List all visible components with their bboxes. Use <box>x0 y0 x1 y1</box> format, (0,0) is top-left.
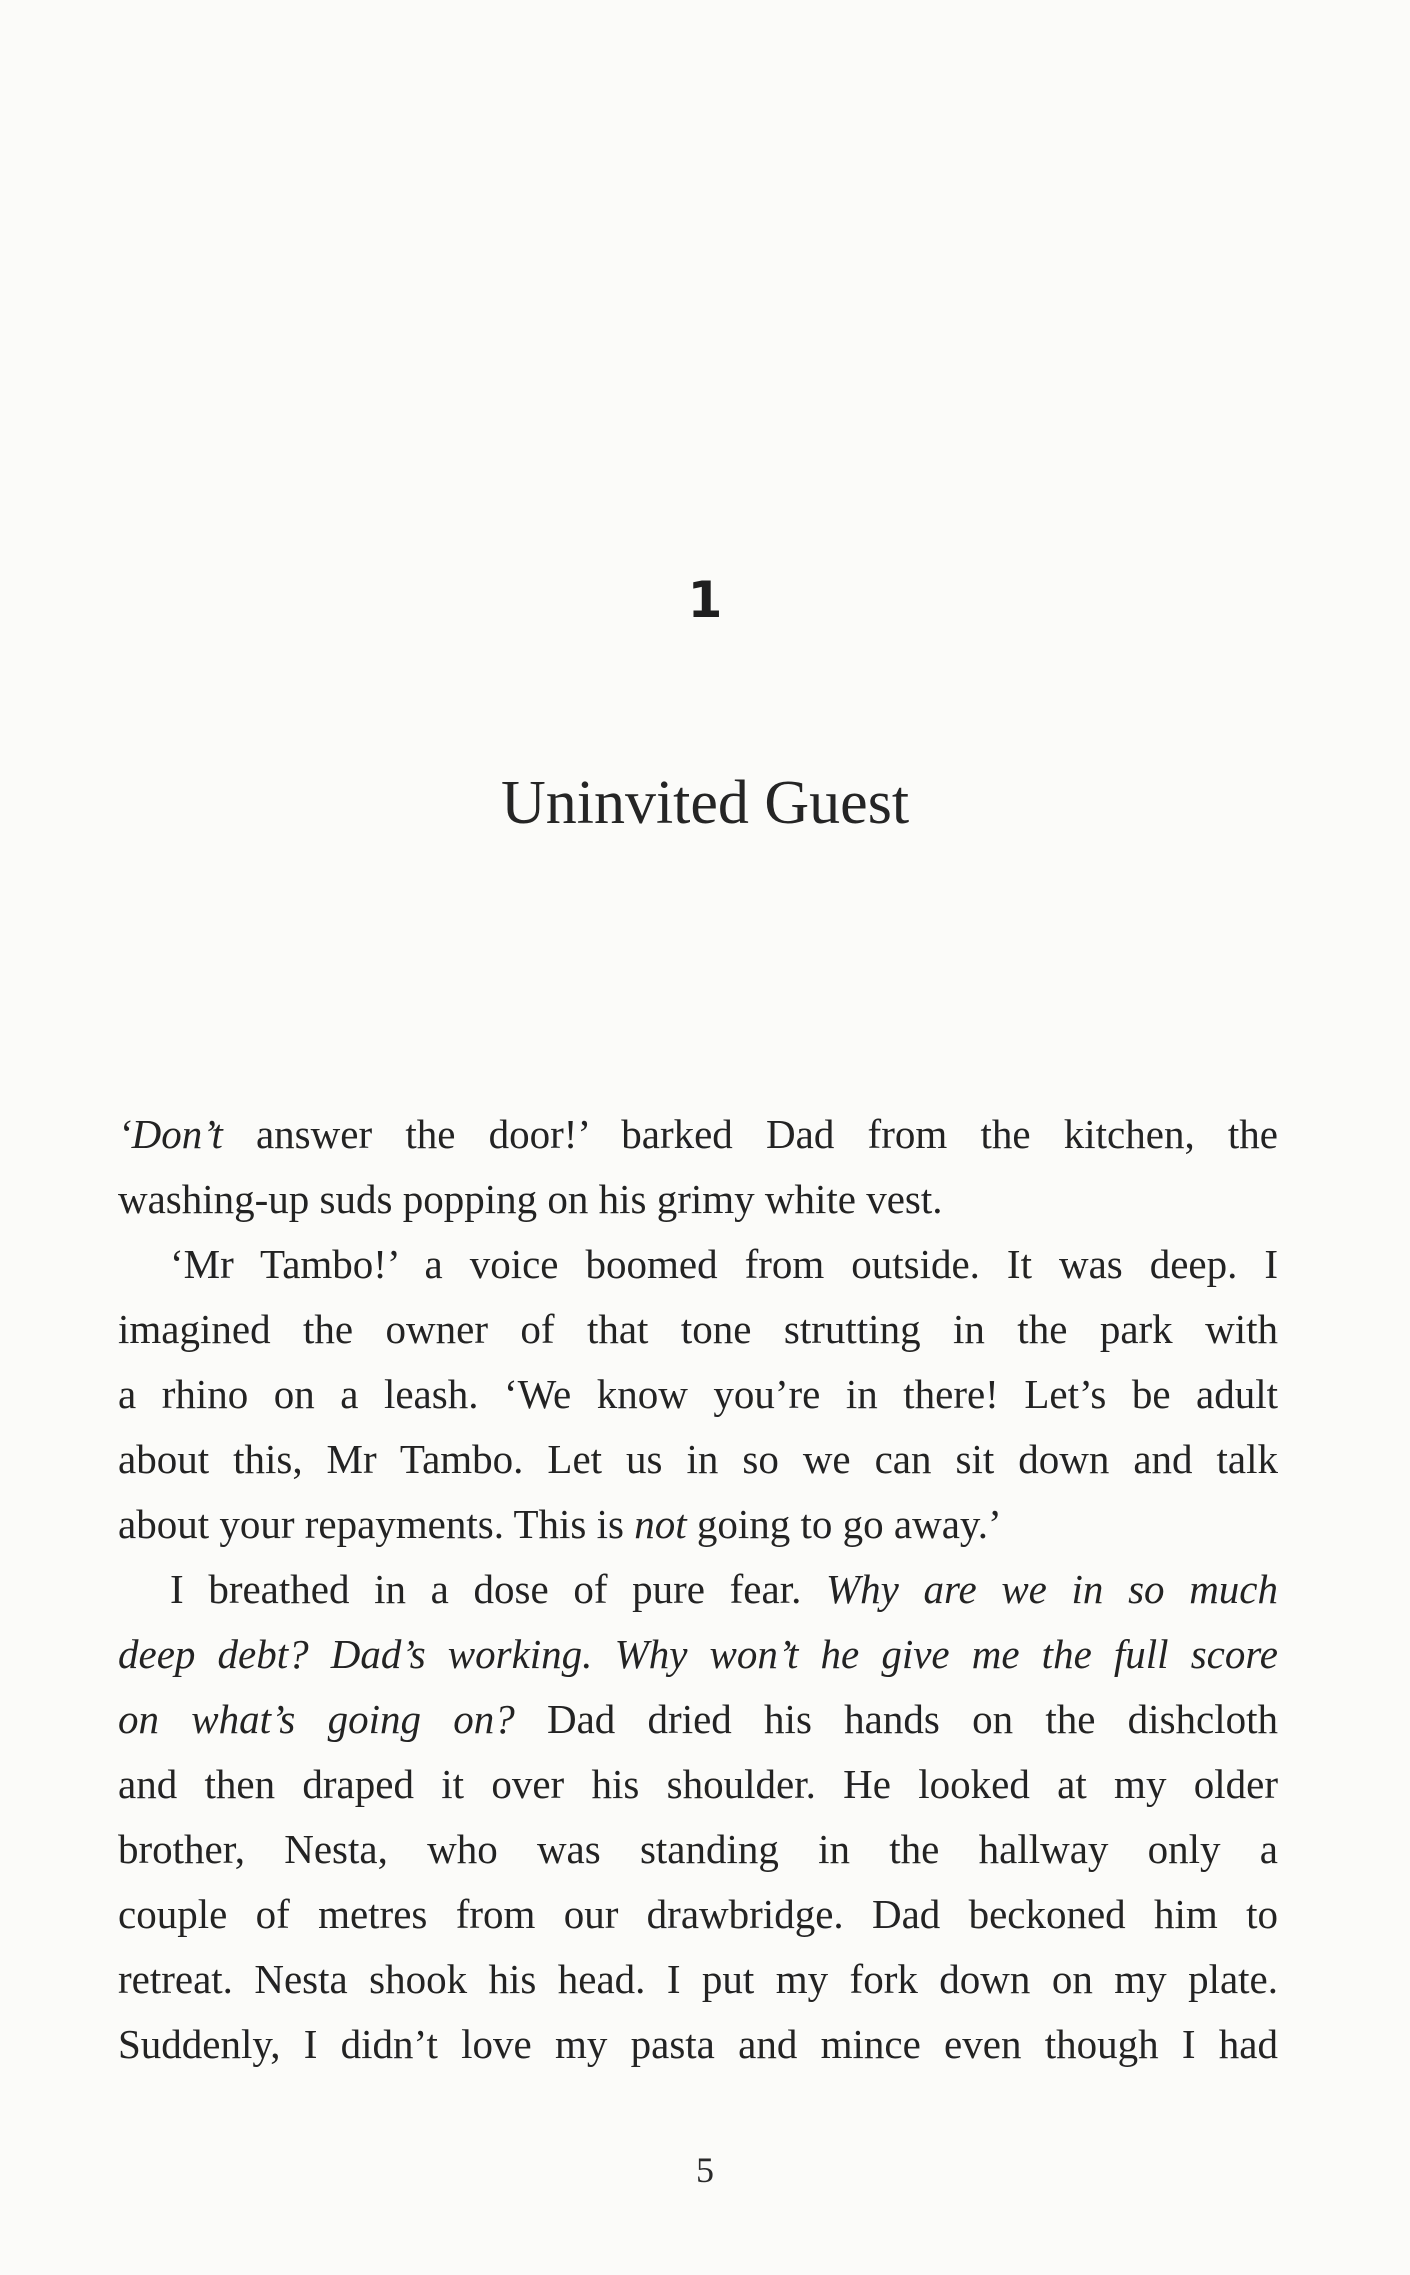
italic-text: ‘Don’t <box>118 1111 223 1157</box>
text-segment: couple of metres from our drawbridge. Dad beckoned him to <box>118 1891 1278 1937</box>
text-line <box>118 1622 1278 1687</box>
text-segment: and then draped it over his shoulder. He looked at my older <box>118 1761 1278 1807</box>
italic-text: not <box>634 1501 687 1547</box>
text-segment: a rhino on a leash. ‘We know you’re in there! Let’s be adult <box>118 1371 1278 1417</box>
text-segment: Suddenly, I didn’t love my pasta and mince even though I had <box>118 2021 1278 2067</box>
text-line <box>118 1752 1278 1817</box>
text-segment: about your repayments. This is <box>118 1501 635 1547</box>
italic-text: on what’s going on? <box>118 1696 515 1742</box>
text-segment: Dad dried his hands on the dishcloth <box>514 1696 1279 1742</box>
text-segment: brother, Nesta, who was standing in the hallway only a <box>118 1826 1278 1872</box>
chapter-number: 1 <box>687 571 723 629</box>
text-segment: washing-up suds popping on his grimy white vest. <box>118 1176 943 1222</box>
text-segment: retreat. Nesta shook his head. I put my fork down on my plate. <box>118 1956 1278 2002</box>
text-line <box>118 1167 1278 1232</box>
text-line <box>118 1102 1278 1167</box>
text-segment: about this, Mr Tambo. Let us in so we can sit down and talk <box>118 1436 1278 1482</box>
page-number: 5 <box>696 2150 714 2190</box>
text-segment: I breathed in a dose of pure fear. <box>170 1566 827 1612</box>
text-line <box>118 1557 1278 1622</box>
text-segment: imagined the owner of that tone strutting in the park with <box>118 1306 1278 1352</box>
italic-text: deep debt? Dad’s working. Why won’t he give me the full score <box>118 1631 1278 1677</box>
text-line <box>118 1297 1278 1362</box>
italic-text: Why are we in so much <box>826 1566 1278 1612</box>
text-line <box>118 1817 1278 1882</box>
text-line <box>118 1427 1278 1492</box>
body-text <box>118 1102 1278 2077</box>
chapter-title: Uninvited Guest <box>500 769 910 837</box>
text-line <box>118 1947 1278 2012</box>
text-line <box>118 2012 1278 2077</box>
text-line <box>118 1882 1278 1947</box>
text-line <box>118 1232 1278 1297</box>
text-segment: going to go away.’ <box>686 1501 1002 1547</box>
text-line <box>118 1492 1278 1557</box>
text-line <box>118 1687 1278 1752</box>
text-segment: answer the door!’ barked Dad from the kitchen, the <box>222 1111 1278 1157</box>
text-segment: ‘Mr Tambo!’ a voice boomed from outside. It was deep. I <box>170 1241 1278 1287</box>
text-line <box>118 1362 1278 1427</box>
